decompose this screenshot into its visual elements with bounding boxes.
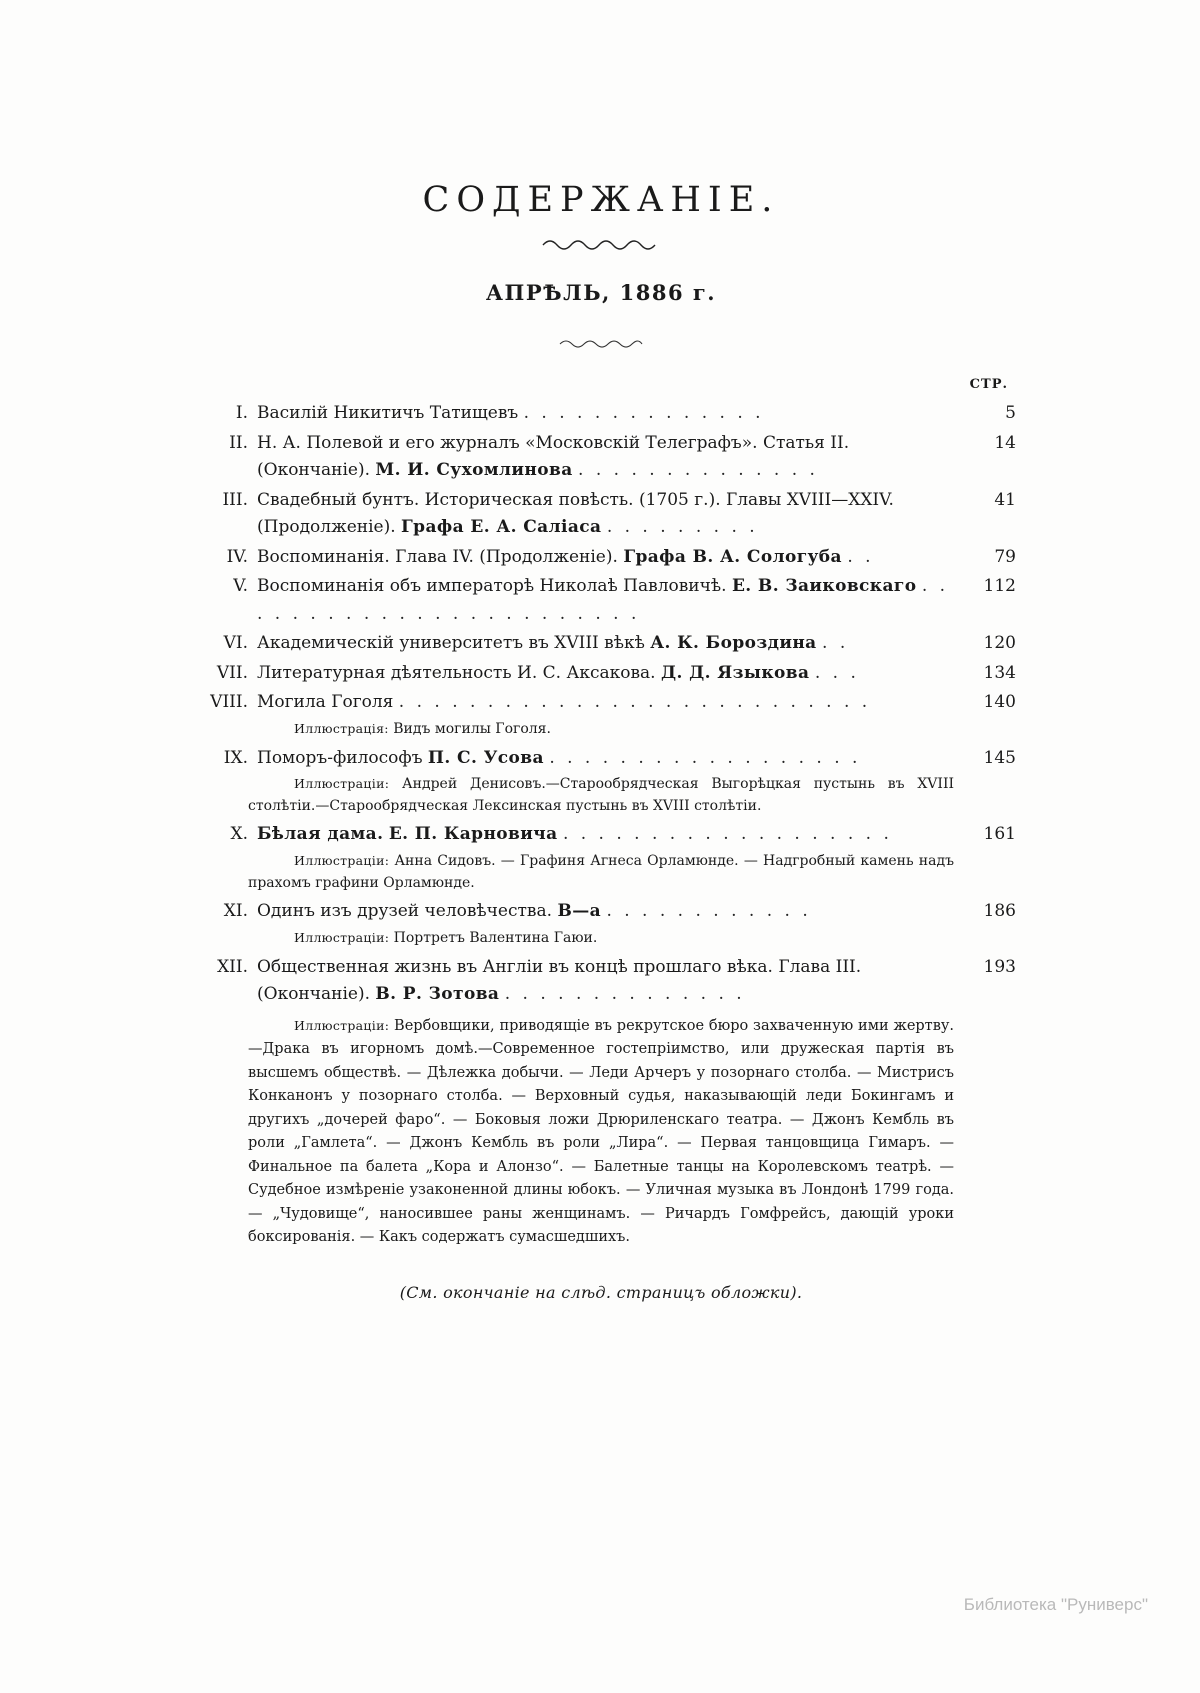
toc-entry-title xyxy=(257,954,954,1009)
toc-entry-author: М. И. Сухомлинова xyxy=(375,460,573,481)
toc-entry[interactable] xyxy=(186,745,1016,773)
toc-entry-author: В—а xyxy=(557,901,602,922)
toc-content xyxy=(186,180,1016,1302)
leader-dots: . . . . . . . . . . . . . . . . . . . . . . . . . . . xyxy=(398,692,871,713)
toc-entry-author: П. С. Усова xyxy=(427,747,544,768)
toc-entry-text: Свадебный бунтъ. Историческая повѣсть. (1705 г.). Главы XVIII—XXIV. (Продолженіе). xyxy=(257,489,894,538)
toc-entry-author: Е. П. Карновича xyxy=(388,824,558,845)
toc-entry-text: Литературная дѣятельность И. С. Аксакова. xyxy=(257,662,656,683)
page-column-header: СТР. xyxy=(969,377,1008,392)
toc-entry-title xyxy=(257,745,954,773)
illustration-label: Иллюстраціи: xyxy=(294,1017,390,1033)
leader-dots: . . . . . . . . . . . . . . xyxy=(504,984,746,1005)
illustration-label: Иллюстраціи: xyxy=(294,929,390,945)
toc-entry-title xyxy=(257,487,954,542)
leader-dots: . . xyxy=(847,546,875,567)
leader-dots: . . . . . . . . . . . . xyxy=(606,901,812,922)
illustration-note xyxy=(248,928,954,950)
toc-entry-text: Бѣлая дама. xyxy=(257,824,384,845)
toc-entry-number: V. xyxy=(233,576,248,597)
toc-entry-page: 134 xyxy=(983,662,1016,683)
toc-entry[interactable] xyxy=(186,689,1016,717)
toc-entry-text: Могила Гоголя xyxy=(257,692,394,713)
toc-entry-number: II. xyxy=(229,432,248,453)
toc-entry-author: Графа Е. А. Саліаса xyxy=(401,517,602,538)
toc-entry-author: А. К. Бороздина xyxy=(650,633,817,654)
toc-entry-page: 5 xyxy=(1005,403,1016,423)
toc-entry-page: 14 xyxy=(994,432,1016,453)
leader-dots: . . . . . . . . . . . . . . . . . . . xyxy=(562,824,893,845)
illustration-text: Анна Сидовъ. — Графиня Агнеса Орламюнде. — Надгробный камень надъ прахомъ графини Орламюнде. xyxy=(248,852,955,891)
toc-entry-title xyxy=(257,821,954,849)
toc-entry-text: Одинъ изъ друзей человѣчества. xyxy=(257,901,553,922)
illustration-text: Портретъ Валентина Гаюи. xyxy=(393,929,598,946)
toc-entry-text: Академическій университетъ въ XVIII вѣкѣ xyxy=(257,633,645,654)
toc-entry[interactable] xyxy=(186,400,1016,428)
illustration-note xyxy=(248,1015,954,1250)
toc-entry-title xyxy=(257,544,954,572)
toc-entry-page: 41 xyxy=(994,489,1016,510)
ornament-divider-bottom xyxy=(186,335,1016,353)
toc-entry-text: Поморъ-философъ xyxy=(257,747,423,768)
toc-entry-number: VII. xyxy=(216,662,248,683)
library-watermark: Библиотека "Руниверс" xyxy=(963,1595,1148,1614)
illustration-label: Иллюстрація: xyxy=(294,720,389,736)
toc-entry-text: Н. А. Полевой и его журналъ «Московскій Телеграфъ». Статья II. (Окончаніе). xyxy=(257,432,850,481)
toc-entry-author: В. Р. Зотова xyxy=(375,984,500,1005)
toc-entry-text: Василій Никитичъ Татищевъ xyxy=(257,403,519,423)
leader-dots: . . . xyxy=(814,662,860,683)
toc-entry-title xyxy=(257,630,954,658)
toc-entry-author: Е. В. Заиковскаго xyxy=(731,576,917,597)
illustration-note xyxy=(248,719,954,741)
toc-entry-text: Общественная жизнь въ Англіи въ концѣ прошлаго вѣка. Глава III. (Окончаніе). xyxy=(257,956,862,1005)
toc-entry-title xyxy=(257,573,954,628)
toc-entry[interactable] xyxy=(186,573,1016,628)
toc-entry-number: X. xyxy=(230,824,248,845)
toc-entry-text: Воспоминанія. Глава IV. (Продолженіе). xyxy=(257,546,618,567)
leader-dots: . . . . . . . . . . . . . . xyxy=(578,460,819,481)
continuation-note: (См. окончаніе на слѣд. страницъ обложки). xyxy=(399,1283,803,1303)
toc-entry[interactable] xyxy=(186,898,1016,926)
leader-dots: . . xyxy=(822,633,849,654)
page-title: СОДЕРЖАНІЕ. xyxy=(422,180,780,220)
toc-entry[interactable] xyxy=(186,821,1016,849)
toc-entry-title xyxy=(257,430,954,485)
toc-entry[interactable] xyxy=(186,544,1016,572)
illustration-note xyxy=(248,774,954,817)
toc-entry-page: 112 xyxy=(983,576,1016,597)
leader-dots: . . . . . . . . . xyxy=(606,517,759,538)
ornament-divider-top xyxy=(186,236,1016,256)
toc-entry[interactable] xyxy=(186,954,1016,1009)
toc-entry-number: XII. xyxy=(217,956,248,977)
leader-dots: . . . . . . . . . . . . . . . . . . xyxy=(549,747,861,768)
toc-entry-page: 120 xyxy=(983,633,1016,654)
toc-entry-page: 193 xyxy=(983,956,1016,977)
toc-entry-number: IX. xyxy=(223,747,248,768)
issue-date: АПРѢЛЬ, 1886 г. xyxy=(485,280,717,305)
illustration-note xyxy=(248,851,954,894)
toc-entry-author: Д. Д. Языкова xyxy=(660,662,810,683)
leader-dots: . . . . . . . . . . . . . . xyxy=(523,403,765,423)
toc-entry-number: XI. xyxy=(223,901,248,922)
toc-entry-page: 186 xyxy=(983,901,1016,922)
toc-entry-text: Воспоминанія объ императорѣ Николаѣ Павловичѣ. xyxy=(257,576,727,597)
toc-entry-page: 140 xyxy=(983,692,1016,713)
toc-entry-page: 145 xyxy=(983,747,1016,768)
toc-entry[interactable] xyxy=(186,487,1016,542)
toc-entry-title xyxy=(257,660,954,688)
toc-entry[interactable] xyxy=(186,430,1016,485)
toc-entry-number: III. xyxy=(222,489,248,510)
illustration-text: Вербовщики, приводящіе въ рекрутское бюро захваченную ими жертву.—Драка въ игорномъ домѣ.—Современное гостепріимство, или дружеская партія въ высшемъ обществѣ. — Дѣлежка добычи. — Леди Арчеръ у позорнаго столба. — Мистрисъ Конканонъ у позорнаго столба. — Верховный судья, наказывающій леди Бокингамъ и другихъ „дочерей фаро“. — Боковыя ложи Дрюриленскаго театра. — Джонъ Кембль въ роли „Гамлета“. — Джонъ Кембль въ роли „Лира“. — Первая танцовщица Гимаръ. — Финальное па балета „Кора и Алонзо“. — Балетные танцы на Королевскомъ театрѣ. — Судебное измѣреніе узаконенной длины юбокъ. — Уличная музыка въ Лондонѣ 1799 года. — „Чудовище“, наносившее раны женщинамъ. — Ричардъ Гомфрейсъ, дающій уроки боксированія. — Какъ содержатъ сумасшедшихъ. xyxy=(248,1017,955,1245)
illustration-label: Иллюстраціи: xyxy=(294,852,390,868)
leader-dots: . . . . . . . . . . . . . . . . . . . . . . . . xyxy=(257,576,949,624)
illustration-text: Андрей Денисовъ.—Старообрядческая Выгорѣцкая пустынь въ XVIII столѣтіи.—Старообрядческая Лексинская пустынь въ XVIII столѣтіи. xyxy=(248,776,955,814)
toc-entry-page: 161 xyxy=(983,824,1016,845)
toc-entry-title xyxy=(257,400,954,428)
toc-entry-number: VI. xyxy=(223,633,248,654)
toc-entry-number: IV. xyxy=(226,546,248,567)
illustration-label: Иллюстраціи: xyxy=(294,776,390,792)
toc-entry[interactable] xyxy=(186,630,1016,658)
toc-entry-author: Графа В. А. Сологуба xyxy=(623,546,842,567)
toc-entry-title xyxy=(257,689,954,717)
toc-entry-title xyxy=(257,898,954,926)
toc-entry-page: 79 xyxy=(994,546,1016,567)
table-of-contents xyxy=(186,400,1016,1249)
illustration-text: Видъ могилы Гоголя. xyxy=(393,720,551,737)
toc-entry[interactable] xyxy=(186,660,1016,688)
toc-entry-number: I. xyxy=(235,403,248,423)
toc-entry-number: VIII. xyxy=(210,692,248,713)
